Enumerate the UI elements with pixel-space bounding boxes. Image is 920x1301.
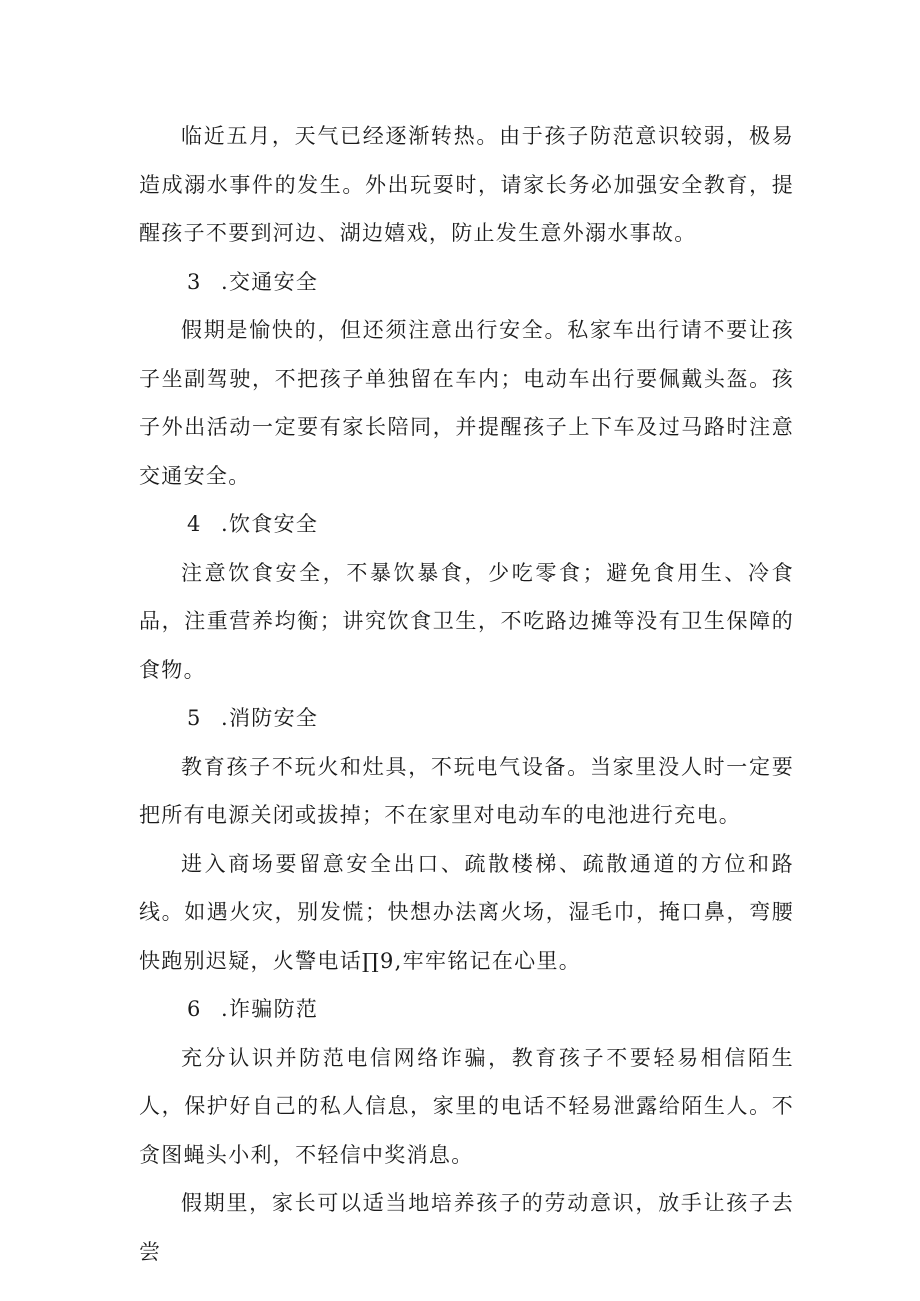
- paragraph-traffic-safety: 假期是愉快的，但还须注意出行安全。私家车出行请不要让孩子坐副驾驶，不把孩子单独留在车内；电动车出行要佩戴头盔。孩子外出活动一定要有家长陪同，并提醒孩子上下车及过马路时注意交通安全。: [139, 318, 794, 488]
- paragraph-food-safety: 注意饮食安全，不暴饮暴食，少吃零食；避免食用生、冷食品，注重营养均衡；讲究饮食卫生，不吃路边摊等没有卫生保障的食物。: [139, 560, 794, 682]
- section-heading-food-safety: [139, 500, 794, 549]
- section-number: 4: [187, 512, 202, 536]
- section-title: .饮食安全: [221, 512, 319, 536]
- document-body: [139, 112, 794, 1276]
- paragraph-fire-safety-home: 教育孩子不玩火和灶具，不玩电气设备。当家里没人时一定要把所有电源关闭或拔掉；不在家里对电动车的电池进行充电。: [139, 754, 794, 827]
- paragraph-drowning-safety: 临近五月，天气已经逐渐转热。由于孩子防范意识较弱，极易造成溺水事件的发生。外出玩耍时，请家长务必加强安全教育，提醒孩子不要到河边、湖边嬉戏，防止发生意外溺水事故。: [139, 124, 794, 245]
- paragraph-fire-safety-mall: 进入商场要留意安全出口、疏散楼梯、疏散通道的方位和路线。如遇火灾，别发慌；快想办法离火场，湿毛巾，掩口鼻，弯腰快跑别迟疑，火警电话∏9,牢牢铭记在心里。: [139, 851, 794, 973]
- section-title: .交通安全: [221, 269, 319, 294]
- section-title: .诈骗防范: [221, 997, 319, 1021]
- section-heading-traffic-safety: [139, 258, 794, 307]
- section-number: 6: [187, 997, 202, 1021]
- section-title: .消防安全: [221, 706, 319, 730]
- paragraph-fraud-prevention: 充分认识并防范电信网络诈骗，教育孩子不要轻易相信陌生人，保护好自己的私人信息，家里的电话不轻易泄露给陌生人。不贪图蝇头小利，不轻信中奖消息。: [139, 1045, 794, 1167]
- section-heading-fire-safety: [139, 694, 794, 743]
- paragraph-labor-education: 假期里，家长可以适当地培养孩子的劳动意识，放手让孩子去尝: [139, 1191, 794, 1264]
- section-number: 5: [187, 706, 202, 730]
- section-number: 3: [187, 269, 202, 294]
- section-heading-fraud-prevention: [139, 985, 794, 1034]
